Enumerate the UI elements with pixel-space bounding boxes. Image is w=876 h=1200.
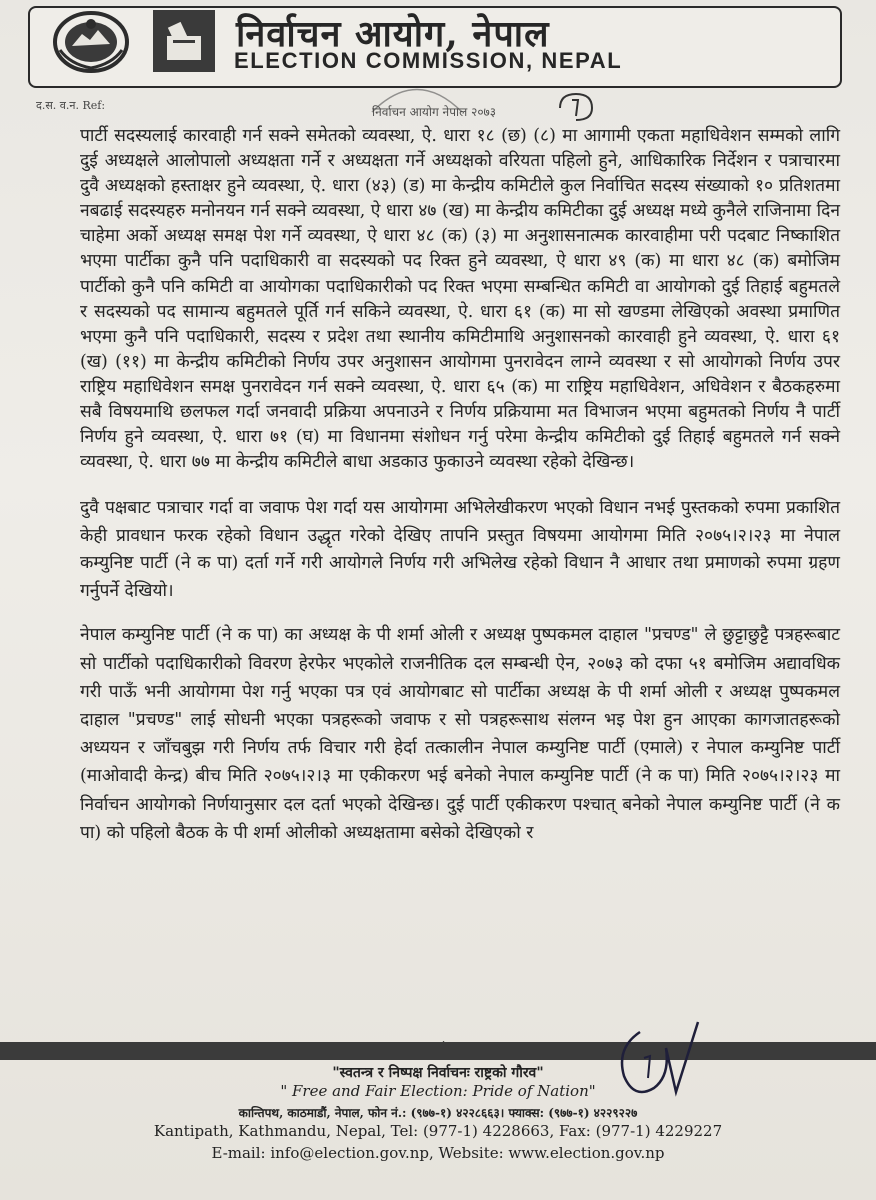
body-paragraph-3: नेपाल कम्युनिष्ट पार्टी (ने क पा) का अध्यक्ष के पी शर्मा ओली र अध्यक्ष पुष्पकमल दाहाल "प्रचण्ड" ले छुट्टाछुट्टै पत्रहरूबाट सो पार्टीको पदाधिकारीको विवरण हेरफेर भएकोले राजनीतिक दल सम्बन्धी ऐन, २०७३ को दफा ५१ बमोजिम अद्यावधिक गरी पाऊँ भनी आयोगमा पेश गर्नु भएका पत्र एवं आयोगबाट सो पार्टीका अध्यक्ष के पी शर्मा ओली र अध्यक्ष पुष्पकमल दाहाल "प्रचण्ड" लाई सोधनी भएका पत्रहरूको जवाफ र सो पत्रहरूसाथ संलग्न भइ पेश हुन आएका कागजातहरूको अध्ययन र जाँचबुझ गरी निर्णय तर्फ विचार गरी हेर्दा तत्कालीन नेपाल कम्युनिष्ट पार्टी (एमाले) र नेपाल कम्युनिष्ट पार्टी (माओवादी केन्द्र) बीच मिति २०७५।२।३ मा एकीकरण भई बनेको नेपाल कम्युनिष्ट पार्टी (ने क पा) मिति २०७५।२।२३ मा निर्वाचन आयोगको निर्णयानुसार दल दर्ता भएको देखिन्छ। दुई पार्टी एकीकरण पश्चात् बनेको नेपाल कम्युनिष्ट पार्टी (ने क पा) को पहिलो बैठक के पी शर्मा ओलीको अध्यक्षतामा बसेको देखिएको र xyxy=(80,625,840,843)
footer-divider-bar xyxy=(0,1042,876,1060)
footer-address-english: Kantipath, Kathmandu, Nepal, Tel: (977-1) 4228663, Fax: (977-1) 4229227 xyxy=(153,1122,723,1140)
letterhead-title-nepali: निर्वाचन आयोग, नेपाल xyxy=(236,13,550,55)
ballot-box-logo-icon xyxy=(153,10,215,72)
body-paragraph-1: पार्टी सदस्यलाई कारवाही गर्न सक्ने समेतको व्यवस्था, ऐ. धारा १८ (छ) (८) मा आगामी एकता महाधिवेशन सम्मको लागि दुई अध्यक्षले आलोपालो अध्यक्षता गर्ने र अध्यक्षता गर्ने अध्यक्षको वरियता पहिलो हुने, आधिकारिक निर्देशन र पत्राचारमा दुवै अध्यक्षको हस्ताक्षर हुने व्यवस्था, ऐ. धारा (४३) (ड) मा केन्द्रीय कमिटीले कुल निर्वाचित सदस्य संख्याको १० प्रतिशतमा नबढाई सदस्यहरु मनोनयन गर्न सक्ने व्यवस्था, ऐ धारा ४७ (ख) मा केन्द्रीय कमिटीका दुई अध्यक्ष मध्ये कुनैले राजिनामा दिन चाहेमा अर्को अध्यक्ष समक्ष पेश गर्ने व्यवस्था, ऐ धारा ४८ (क) (३) मा अनुशासनात्मक कारवाहीमा परी पदबाट निष्काशित भएमा पार्टीका कुनै पनि पदाधिकारी वा सदस्यको पद रिक्त हुने व्यवस्था, ऐ धारा ४९ (क) मा धारा ४८ (क) बमोजिम पार्टीको कुनै पनि कमिटी वा आयोगका पदाधिकारीको पद रिक्त भएमा सम्बन्धित कमिटी वा आयोगको दुई तिहाई बहुमतले र सदस्यको पद सामान्य बहुमतले पूर्ति गर्न सकिने व्यवस्था, ऐ. धारा ६१ (क) मा सो खण्डमा लेखिएको अवस्था प्रमाणित भएमा कुनै पनि पदाधिकारी, सदस्य र प्रदेश तथा स्थानीय कमिटीमाथि अनुशासनको कारवाही हुने व्यवस्था, ऐ. धारा ६१ (ख) (११) मा केन्द्रीय कमिटीको निर्णय उपर अनुशासन आयोगमा पुनरावेदन लाग्ने व्यवस्था र सो आयोगको निर्णय उपर राष्ट्रिय महाधिवेशन समक्ष पुनरावेदन गर्न सक्ने व्यवस्था, ऐ. धारा ६५ (क) मा राष्ट्रिय महाधिवेशन, अधिवेशन र बैठकहरुमा सबै विषयमाथि छलफल गर्दा जनवादी प्रक्रिया अपनाउने र निर्णय प्रक्रियामा मत विभाजन भएमा बहुमतको निर्णय नै पार्टी निर्णय हुने व्यवस्था, ऐ. धारा ७१ (घ) मा विधानमा संशोधन गर्नु परेमा केन्द्रीय कमिटीको दुई तिहाई बहुमतले गर्न सक्ने व्यवस्था, ऐ. धारा ७७ मा केन्द्रीय कमिटीले बाधा अडकाउ फुकाउने व्यवस्था रहेको देखिन्छ। xyxy=(80,126,840,473)
footer-slogan-nepali: "स्वतन्त्र र निष्पक्ष निर्वाचनः राष्ट्रको गौरव" xyxy=(332,1065,544,1081)
footer-slogan-english: " Free and Fair Election: Pride of Nation" xyxy=(280,1082,596,1100)
footer-contact-info: E-mail: info@election.gov.np, Website: www.election.gov.np xyxy=(211,1144,665,1162)
handwritten-mark-icon xyxy=(556,90,596,124)
stamp-text: निर्वाचन आयोग नेपाल २०७३ xyxy=(372,105,497,119)
reference-label: द.स. व.न. Ref: xyxy=(36,99,106,112)
body-paragraph-2: दुवै पक्षबाट पत्राचार गर्दा वा जवाफ पेश गर्दा यस आयोगमा अभिलेखीकरण भएको विधान नभई पुस्तकको रुपमा प्रकाशित केही प्रावधान फरक रहेको विधान उद्धृत गरेको देखिए तापनि प्रस्तुत विषयमा आयोगमा मिति २०७५।२।२३ मा नेपाल कम्युनिष्ट पार्टी (ने क पा) दर्ता गर्ने गरी आयोगले निर्णय गरी अभिलेख रहेको विधान नै आधार तथा प्रमाणको रुपमा ग्रहण गर्नुपर्ने देखियो। xyxy=(80,498,840,601)
letterhead-title-english: ELECTION COMMISSION, NEPAL xyxy=(234,48,623,73)
nepal-emblem-icon xyxy=(52,10,130,74)
footer-address-nepali: कान्तिपथ, काठमाडौं, नेपाल, फोन नं.: (९७७-१) ४२२८६६३। फ्याक्स: (९७७-१) ४२२९२२७ xyxy=(238,1106,638,1120)
letter-body xyxy=(80,124,840,863)
